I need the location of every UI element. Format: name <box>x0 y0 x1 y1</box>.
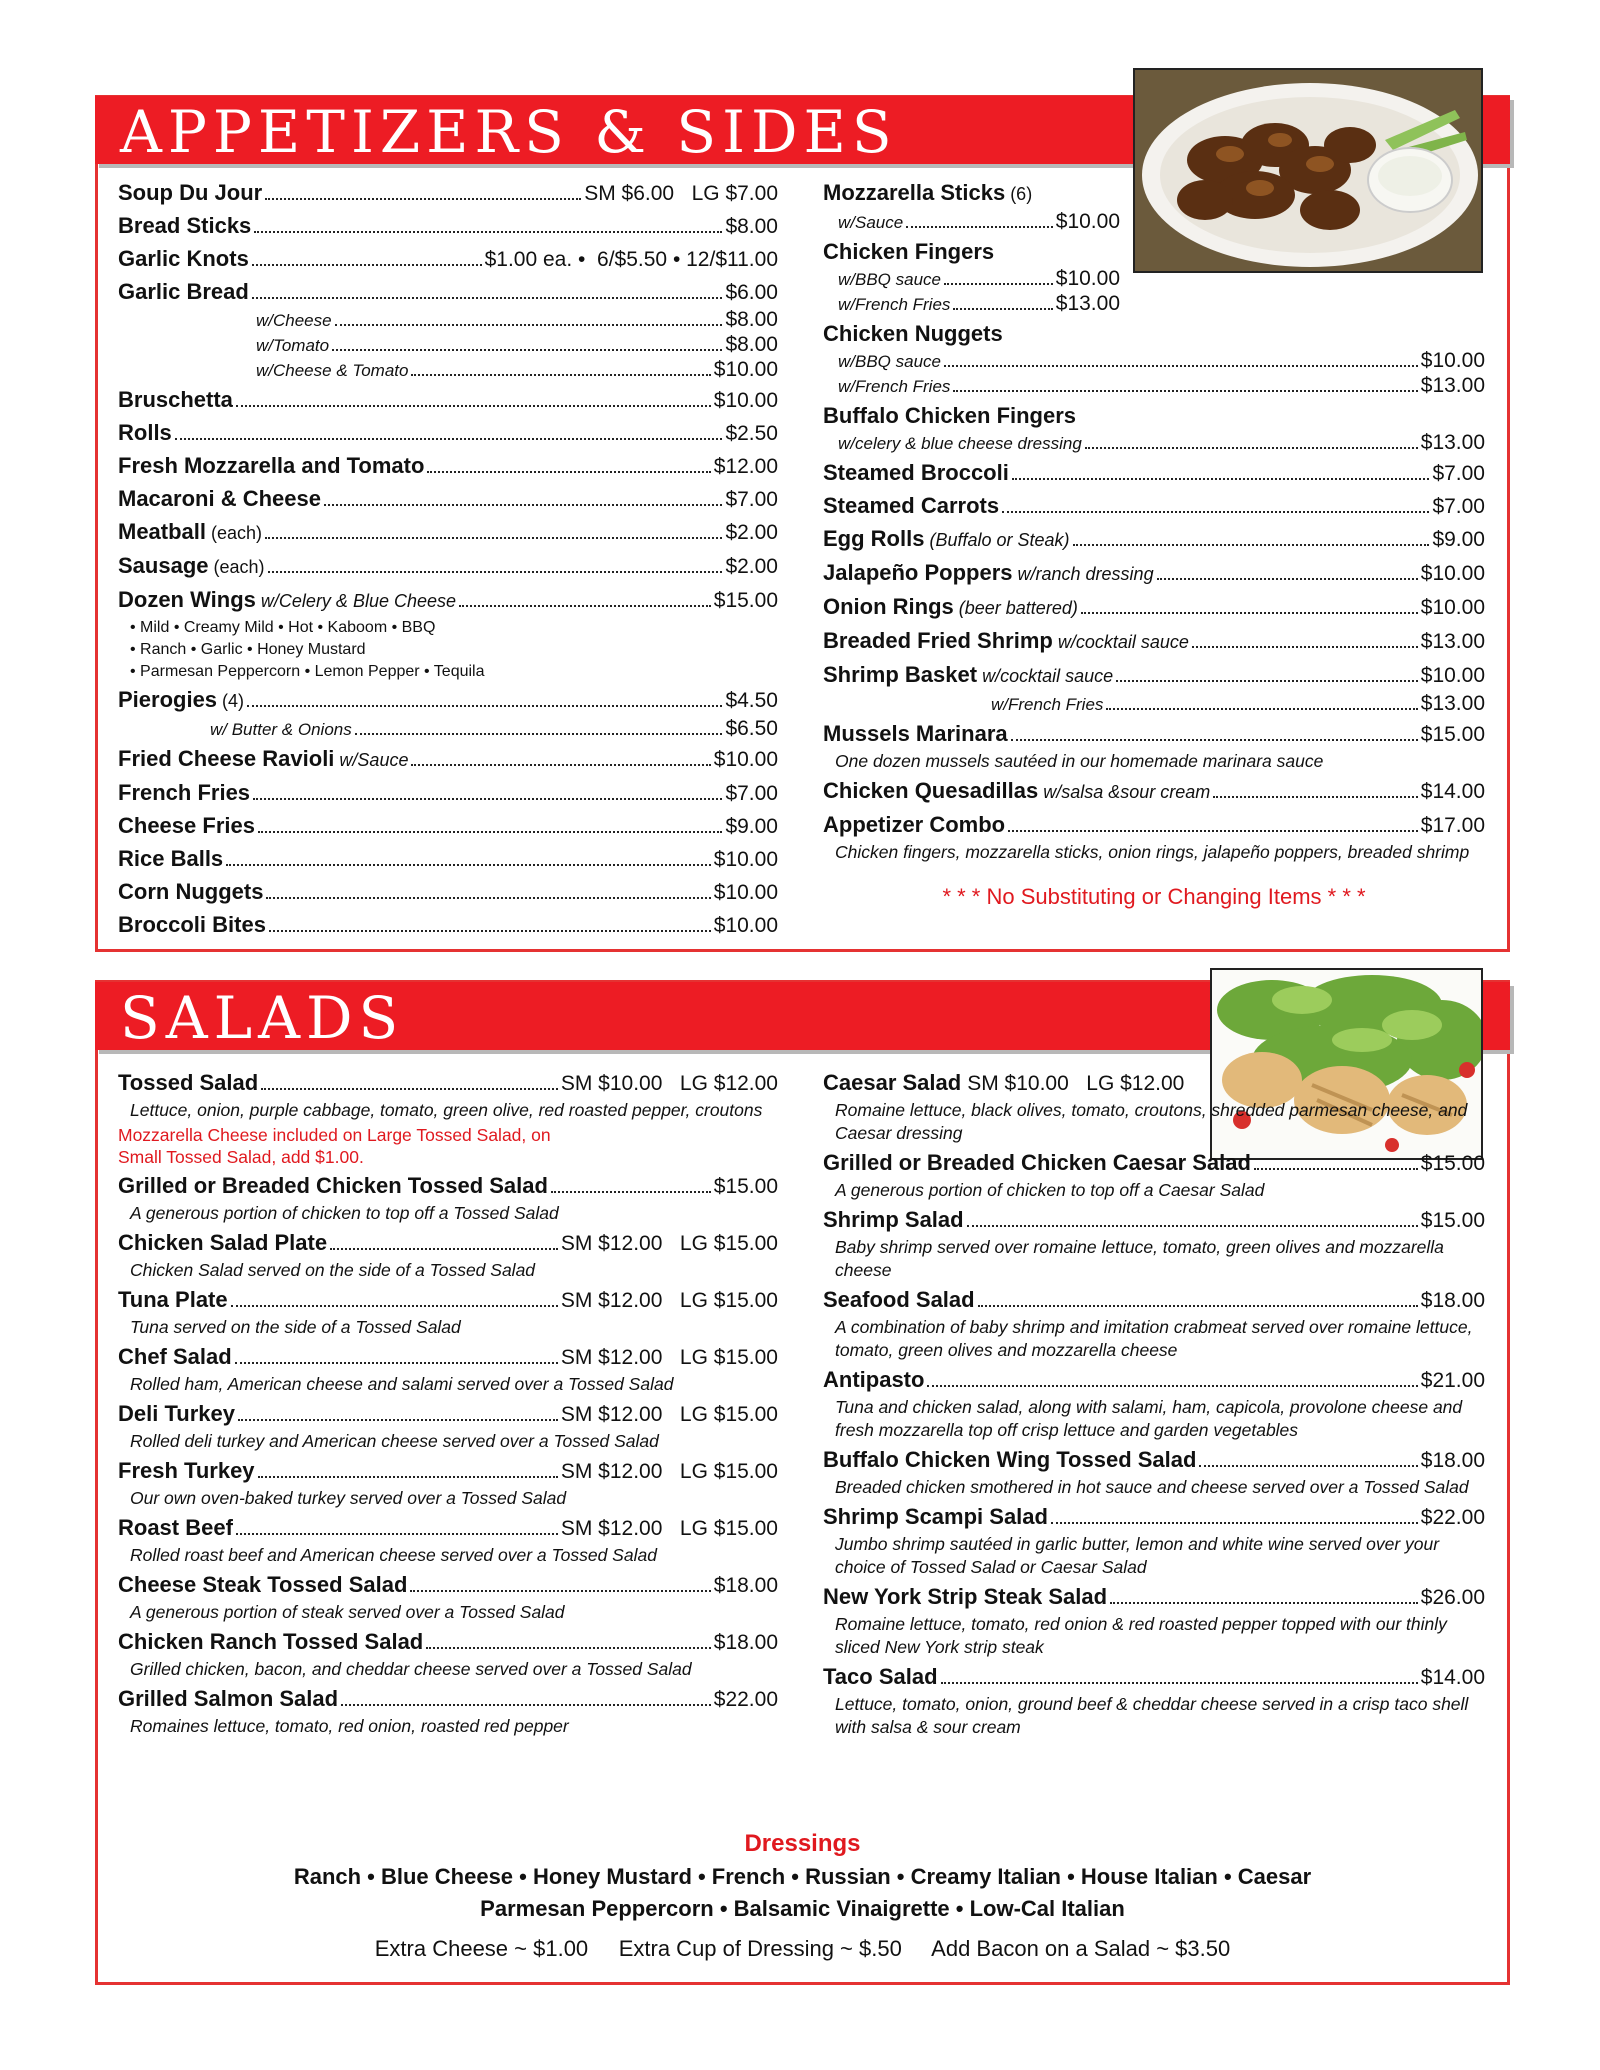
menu-item <box>118 1227 778 1259</box>
item-name: Chicken Quesadillas <box>823 778 1039 803</box>
item-name: Tuna Plate <box>118 1287 228 1312</box>
menu-item <box>118 1569 778 1601</box>
item-price: $13.00 <box>1420 630 1485 653</box>
sub-option-label: w/celery & blue cheese dressing <box>838 434 1082 453</box>
menu-item <box>118 384 778 416</box>
menu-item <box>118 584 778 617</box>
item-name: Shrimp Salad <box>823 1207 964 1232</box>
sub-option <box>823 267 1120 292</box>
leader-dots <box>235 1362 558 1364</box>
item-price: $15.00 <box>713 1175 778 1198</box>
menu-item <box>118 684 778 717</box>
menu-item <box>118 1626 778 1658</box>
item-name: Fried Cheese Ravioli <box>118 746 335 771</box>
item-name: Sausage <box>118 553 209 578</box>
item-name: Rice Balls <box>118 846 224 871</box>
item-name: Chicken Nuggets <box>823 321 1003 346</box>
leader-dots <box>426 1647 711 1649</box>
menu-item <box>118 1512 778 1544</box>
leader-dots <box>175 438 723 440</box>
sub-option <box>823 692 1485 717</box>
menu-item <box>823 490 1485 522</box>
item-price: $21.00 <box>1420 1369 1485 1392</box>
sub-option-price: $8.00 <box>725 308 778 331</box>
item-description: A generous portion of chicken to top off a Caesar Salad <box>835 1180 1265 1200</box>
mozzarella-note: Mozzarella Cheese included on Large Tossed Salad, on Small Tossed Salad, add $1.00. <box>118 1125 551 1167</box>
menu-item <box>823 1067 1485 1099</box>
menu-item <box>823 591 1485 624</box>
item-name: Corn Nuggets <box>118 879 264 904</box>
dressings-list-line2: Parmesan Peppercorn • Balsamic Vinaigrette • Low-Cal Italian <box>480 1896 1125 1921</box>
leader-dots <box>238 1419 558 1421</box>
item-price: $18.00 <box>1420 1289 1485 1312</box>
item-price: $14.00 <box>1420 780 1485 803</box>
sub-option-price: $10.00 <box>1420 349 1485 372</box>
item-price: $2.00 <box>725 555 778 578</box>
sub-option <box>823 374 1485 399</box>
item-name: Rolls <box>118 420 172 445</box>
item-name: Chef Salad <box>118 1344 232 1369</box>
item-description: A combination of baby shrimp and imitation crabmeat served over romaine lettuce, tomato, green olives and mozzarella cheese <box>835 1317 1473 1360</box>
sub-option <box>823 349 1485 374</box>
item-price: $10.00 <box>1420 664 1485 687</box>
leader-dots <box>341 1704 711 1706</box>
item-qualifier: (Buffalo or Steak) <box>929 530 1070 550</box>
menu-item <box>823 659 1485 692</box>
item-price: $15.00 <box>1420 723 1485 746</box>
leader-dots <box>1116 680 1418 682</box>
menu-item <box>823 1501 1485 1533</box>
dressings-list-line1: Ranch • Blue Cheese • Honey Mustard • French • Russian • Creamy Italian • House Italian • Caesar <box>293 1864 1312 1889</box>
sub-option-label: w/French Fries <box>991 695 1104 714</box>
item-description: Rolled roast beef and American cheese served over a Tossed Salad <box>130 1545 657 1565</box>
item-name: Chicken Fingers <box>823 239 995 264</box>
item-name: New York Strip Steak Salad <box>823 1584 1108 1609</box>
leader-dots <box>953 308 1052 310</box>
leader-dots <box>330 1248 558 1250</box>
menu-item <box>823 1204 1485 1236</box>
item-price: $17.00 <box>1420 814 1485 837</box>
item-price: SM $12.00 LG $15.00 <box>560 1289 778 1312</box>
leader-dots <box>1002 511 1429 513</box>
item-name: Meatball <box>118 519 207 544</box>
leader-dots <box>1081 612 1418 614</box>
leader-dots <box>253 798 722 800</box>
salads-left-column <box>118 1067 778 1740</box>
menu-item <box>118 1341 778 1373</box>
sub-option-label: w/French Fries <box>838 377 951 396</box>
appetizers-right-column <box>823 177 1485 866</box>
item-price: SM $12.00 LG $15.00 <box>560 1517 778 1540</box>
item-name: Shrimp Basket <box>823 662 978 687</box>
leader-dots <box>1073 544 1430 546</box>
item-name: Caesar Salad <box>823 1070 962 1095</box>
leader-dots <box>1157 578 1418 580</box>
menu-item <box>118 450 778 482</box>
leader-dots <box>254 231 722 233</box>
leader-dots <box>265 537 722 539</box>
item-name: Antipasto <box>823 1367 925 1392</box>
item-price: SM $12.00 LG $15.00 <box>560 1460 778 1483</box>
leader-dots <box>324 504 722 506</box>
sub-option <box>118 358 778 383</box>
leader-dots <box>551 1191 711 1193</box>
sub-option-label: w/Cheese & Tomato <box>256 361 409 380</box>
item-description: Our own oven-baked turkey served over a Tossed Salad <box>130 1488 567 1508</box>
menu-item <box>118 843 778 875</box>
item-name: Appetizer Combo <box>823 812 1006 837</box>
item-price: $10.00 <box>713 914 778 937</box>
menu-item <box>118 1284 778 1316</box>
item-qualifier: (4) <box>222 691 245 711</box>
menu-item <box>823 1364 1485 1396</box>
item-price: $10.00 <box>713 748 778 771</box>
menu-item <box>118 1455 778 1487</box>
item-price: SM $10.00 LG $12.00 <box>560 1072 778 1095</box>
sub-option-label: w/Cheese <box>256 311 332 330</box>
leader-dots <box>1110 1602 1418 1604</box>
leader-dots <box>978 1305 1418 1307</box>
item-price: SM $12.00 LG $15.00 <box>560 1346 778 1369</box>
item-price: $26.00 <box>1420 1586 1485 1609</box>
sub-option-price: $10.00 <box>1055 267 1120 290</box>
item-name: Chicken Salad Plate <box>118 1230 328 1255</box>
menu-item <box>118 777 778 809</box>
item-description: Chicken fingers, mozzarella sticks, onion rings, jalapeño poppers, breaded shrimp <box>835 842 1470 862</box>
appetizers-title: APPETIZERS & SIDES <box>120 98 898 166</box>
menu-item <box>823 523 1485 556</box>
sub-option-price: $13.00 <box>1420 431 1485 454</box>
item-price: $14.00 <box>1420 1666 1485 1689</box>
leader-dots <box>258 831 722 833</box>
item-price: $15.00 <box>713 589 778 612</box>
leader-dots <box>927 1385 1417 1387</box>
salad-extras: Extra Cheese ~ $1.00 Extra Cup of Dressing ~ $.50 Add Bacon on a Salad ~ $3.50 <box>374 1936 1231 1961</box>
item-name: Grilled Salmon Salad <box>118 1686 339 1711</box>
sub-option <box>118 308 778 333</box>
menu-item <box>823 557 1485 590</box>
menu-item <box>118 243 778 275</box>
item-price: SM $10.00 LG $12.00 <box>967 1072 1185 1095</box>
item-name: Onion Rings <box>823 594 954 619</box>
item-price: $1.00 ea. • 6/$5.50 • 12/$11.00 <box>484 248 778 271</box>
item-name: Garlic Knots <box>118 246 249 271</box>
item-price: $22.00 <box>713 1688 778 1711</box>
leader-dots <box>266 897 710 899</box>
item-name: Broccoli Bites <box>118 912 266 937</box>
menu-item <box>118 483 778 515</box>
item-name: Fresh Turkey <box>118 1458 255 1483</box>
menu-item <box>118 1170 778 1202</box>
item-price: $7.00 <box>1432 495 1485 518</box>
menu-item <box>823 1581 1485 1613</box>
menu-item <box>823 809 1485 841</box>
menu-item <box>823 1444 1485 1476</box>
item-name: Cheese Steak Tossed Salad <box>118 1572 408 1597</box>
item-name: Grilled or Breaded Chicken Tossed Salad <box>118 1173 548 1198</box>
leader-dots <box>459 605 711 607</box>
menu-item <box>118 276 778 308</box>
item-name: Shrimp Scampi Salad <box>823 1504 1048 1529</box>
item-price: $8.00 <box>725 215 778 238</box>
item-qualifier: (6) <box>1010 184 1033 204</box>
leader-dots <box>226 864 711 866</box>
item-qualifier: w/cocktail sauce <box>982 666 1114 686</box>
item-name: Cheese Fries <box>118 813 255 838</box>
item-price: $18.00 <box>1420 1449 1485 1472</box>
leader-dots <box>355 733 723 735</box>
leader-dots <box>906 226 1053 228</box>
leader-dots <box>941 1682 1418 1684</box>
item-name: Pierogies <box>118 687 218 712</box>
leader-dots <box>231 1305 558 1307</box>
leader-dots <box>265 198 581 200</box>
item-name: Dozen Wings <box>118 587 256 612</box>
sub-option-label: w/BBQ sauce <box>838 270 941 289</box>
item-name: Bread Sticks <box>118 213 252 238</box>
salads-title: SALADS <box>120 984 405 1052</box>
leader-dots <box>269 930 711 932</box>
menu-item <box>118 417 778 449</box>
item-price: $15.00 <box>1420 1209 1485 1232</box>
item-description: Lettuce, tomato, onion, ground beef & cheddar cheese served in a crisp taco shell with salsa & sour cream <box>835 1694 1469 1737</box>
item-name: Mozzarella Sticks <box>823 180 1006 205</box>
leader-dots <box>1192 646 1418 648</box>
item-name: Bruschetta <box>118 387 233 412</box>
menu-item <box>823 457 1485 489</box>
item-price: $9.00 <box>725 815 778 838</box>
item-description: Chicken Salad served on the side of a Tossed Salad <box>130 1260 536 1280</box>
leader-dots <box>252 297 723 299</box>
item-qualifier: w/cocktail sauce <box>1057 632 1189 652</box>
dressings-title: Dressings <box>744 1830 861 1857</box>
salads-right-column <box>823 1067 1485 1741</box>
sub-option-label: w/BBQ sauce <box>838 352 941 371</box>
sub-option <box>118 717 778 742</box>
leader-dots <box>236 1533 558 1535</box>
item-description: Romaine lettuce, black olives, tomato, croutons, shredded parmesan cheese, and Caesar dressing <box>835 1100 1468 1143</box>
item-name: Fresh Mozzarella and Tomato <box>118 453 425 478</box>
menu-item <box>823 625 1485 658</box>
leader-dots <box>411 374 710 376</box>
leader-dots <box>335 324 723 326</box>
leader-dots <box>1085 447 1418 449</box>
item-price: $10.00 <box>713 389 778 412</box>
item-description: Lettuce, onion, purple cabbage, tomato, green olive, red roasted pepper, croutons <box>130 1100 763 1120</box>
item-description: A generous portion of steak served over a Tossed Salad <box>130 1602 565 1622</box>
menu-item <box>118 876 778 908</box>
leader-dots <box>1008 830 1418 832</box>
item-qualifier: (each) <box>213 557 265 577</box>
menu-item <box>823 236 1485 267</box>
item-name: Roast Beef <box>118 1515 233 1540</box>
sub-option-price: $8.00 <box>725 333 778 356</box>
sub-option-label: w/Tomato <box>256 336 330 355</box>
sub-option <box>823 292 1120 317</box>
item-price: SM $12.00 LG $15.00 <box>560 1232 778 1255</box>
item-description: Baby shrimp served over romaine lettuce, tomato, green olives and mozzarella cheese <box>835 1237 1444 1280</box>
sub-option-label: w/ Butter & Onions <box>210 720 352 739</box>
leader-dots <box>1199 1465 1417 1467</box>
sub-option <box>823 431 1485 456</box>
item-price: $6.00 <box>725 281 778 304</box>
wing-flavors: • Mild • Creamy Mild • Hot • Kaboom • BBQ <box>130 619 436 636</box>
item-name: Taco Salad <box>823 1664 938 1689</box>
item-price: SM $6.00 LG $7.00 <box>584 182 778 205</box>
item-qualifier: w/ranch dressing <box>1017 564 1154 584</box>
leader-dots <box>1213 796 1418 798</box>
item-price: $2.50 <box>725 422 778 445</box>
leader-dots <box>427 471 710 473</box>
sub-option-price: $10.00 <box>1055 210 1120 233</box>
wing-flavors: • Parmesan Peppercorn • Lemon Pepper • Tequila <box>130 663 485 680</box>
sub-option-price: $10.00 <box>713 358 778 381</box>
sub-option-price: $13.00 <box>1055 292 1120 315</box>
item-name: French Fries <box>118 780 251 805</box>
menu-item <box>118 1683 778 1715</box>
sub-option-label: w/French Fries <box>838 295 951 314</box>
item-name: Macaroni & Cheese <box>118 486 321 511</box>
sub-option <box>118 333 778 358</box>
leader-dots <box>1011 739 1418 741</box>
menu-item <box>118 210 778 242</box>
menu-item <box>823 1284 1485 1316</box>
item-name: Steamed Carrots <box>823 493 1000 518</box>
item-name: Seafood Salad <box>823 1287 975 1312</box>
item-price: $4.50 <box>725 689 778 712</box>
leader-dots <box>1012 478 1430 480</box>
menu-item <box>823 1661 1485 1693</box>
sub-option-price: $13.00 <box>1420 692 1485 715</box>
menu-item <box>823 775 1485 808</box>
item-description: Rolled deli turkey and American cheese served over a Tossed Salad <box>130 1431 659 1451</box>
item-price: SM $12.00 LG $15.00 <box>560 1403 778 1426</box>
item-name: Mussels Marinara <box>823 721 1008 746</box>
item-name: Chicken Ranch Tossed Salad <box>118 1629 424 1654</box>
leader-dots <box>953 390 1417 392</box>
leader-dots <box>236 405 711 407</box>
item-description: A generous portion of chicken to top off a Tossed Salad <box>130 1203 559 1223</box>
menu-item <box>118 810 778 842</box>
item-name: Grilled or Breaded Chicken Caesar Salad <box>823 1150 1251 1175</box>
menu-item <box>118 516 778 549</box>
leader-dots <box>944 283 1053 285</box>
item-description: Tuna served on the side of a Tossed Salad <box>130 1317 461 1337</box>
item-description: Breaded chicken smothered in hot sauce and cheese served over a Tossed Salad <box>835 1477 1469 1497</box>
wing-flavors: • Ranch • Garlic • Honey Mustard <box>130 641 366 658</box>
item-price: $7.00 <box>725 782 778 805</box>
item-qualifier: w/Sauce <box>339 750 409 770</box>
leader-dots <box>1254 1168 1418 1170</box>
no-substitution-notice: * * * No Substituting or Changing Items * * * <box>942 884 1366 909</box>
item-price: $18.00 <box>713 1574 778 1597</box>
sub-option <box>823 210 1120 235</box>
item-name: Steamed Broccoli <box>823 460 1009 485</box>
leader-dots <box>258 1476 558 1478</box>
sub-option-price: $13.00 <box>1420 374 1485 397</box>
item-price: $22.00 <box>1420 1506 1485 1529</box>
sub-option-price: $6.50 <box>725 717 778 740</box>
menu-item <box>823 1147 1485 1179</box>
item-price: $7.00 <box>725 488 778 511</box>
menu-item <box>118 1067 778 1099</box>
item-name: Deli Turkey <box>118 1401 235 1426</box>
leader-dots <box>261 1088 558 1090</box>
item-price: $15.00 <box>1420 1152 1485 1175</box>
item-name: Tossed Salad <box>118 1070 259 1095</box>
menu-item <box>823 318 1485 349</box>
item-price: $10.00 <box>1420 562 1485 585</box>
menu-item <box>118 550 778 583</box>
item-name: Buffalo Chicken Wing Tossed Salad <box>823 1447 1197 1472</box>
menu-item <box>118 177 778 209</box>
item-price: $7.00 <box>1432 462 1485 485</box>
leader-dots <box>411 764 710 766</box>
leader-dots <box>967 1225 1418 1227</box>
item-price: $10.00 <box>1420 596 1485 619</box>
item-qualifier: (each) <box>211 523 263 543</box>
leader-dots <box>410 1590 710 1592</box>
item-price: $10.00 <box>713 848 778 871</box>
item-price: $18.00 <box>713 1631 778 1654</box>
item-qualifier: w/salsa &sour cream <box>1043 782 1211 802</box>
item-description: Romaine lettuce, tomato, red onion & red roasted pepper topped with our thinly sliced New York strip steak <box>835 1614 1447 1657</box>
item-name: Soup Du Jour <box>118 180 263 205</box>
item-name: Jalapeño Poppers <box>823 560 1013 585</box>
leader-dots <box>247 705 722 707</box>
item-name: Buffalo Chicken Fingers <box>823 403 1077 428</box>
item-description: Grilled chicken, bacon, and cheddar cheese served over a Tossed Salad <box>130 1659 692 1679</box>
appetizers-left-column <box>118 177 778 941</box>
item-name: Egg Rolls <box>823 526 925 551</box>
item-description: One dozen mussels sautéed in our homemade marinara sauce <box>835 751 1324 771</box>
item-name: Garlic Bread <box>118 279 249 304</box>
item-description: Jumbo shrimp sautéed in garlic butter, lemon and white wine served over your choice of Tossed Salad or Caesar Salad <box>835 1534 1440 1577</box>
item-name: Breaded Fried Shrimp <box>823 628 1053 653</box>
item-price: $2.00 <box>725 521 778 544</box>
item-price: $12.00 <box>713 455 778 478</box>
leader-dots <box>332 349 722 351</box>
menu-item <box>823 400 1485 431</box>
item-description: Tuna and chicken salad, along with salami, ham, capicola, provolone cheese and fresh mozzarella top off crisp lettuce and garden vegetables <box>835 1397 1463 1440</box>
leader-dots <box>1106 708 1417 710</box>
menu-item <box>823 177 1485 210</box>
menu-item <box>118 1398 778 1430</box>
item-price: $9.00 <box>1432 528 1485 551</box>
menu-item <box>118 743 778 776</box>
leader-dots <box>1051 1522 1418 1524</box>
menu-item <box>823 718 1485 750</box>
item-qualifier: (beer battered) <box>958 598 1078 618</box>
item-price: $10.00 <box>713 881 778 904</box>
item-description: Romaines lettuce, tomato, red onion, roasted red pepper <box>130 1716 569 1736</box>
menu-item <box>118 909 778 941</box>
item-qualifier: w/Celery & Blue Cheese <box>260 591 457 611</box>
sub-option-label: w/Sauce <box>838 213 904 232</box>
leader-dots <box>268 571 723 573</box>
leader-dots <box>944 365 1418 367</box>
item-description: Rolled ham, American cheese and salami served over a Tossed Salad <box>130 1374 674 1394</box>
leader-dots <box>252 264 482 266</box>
